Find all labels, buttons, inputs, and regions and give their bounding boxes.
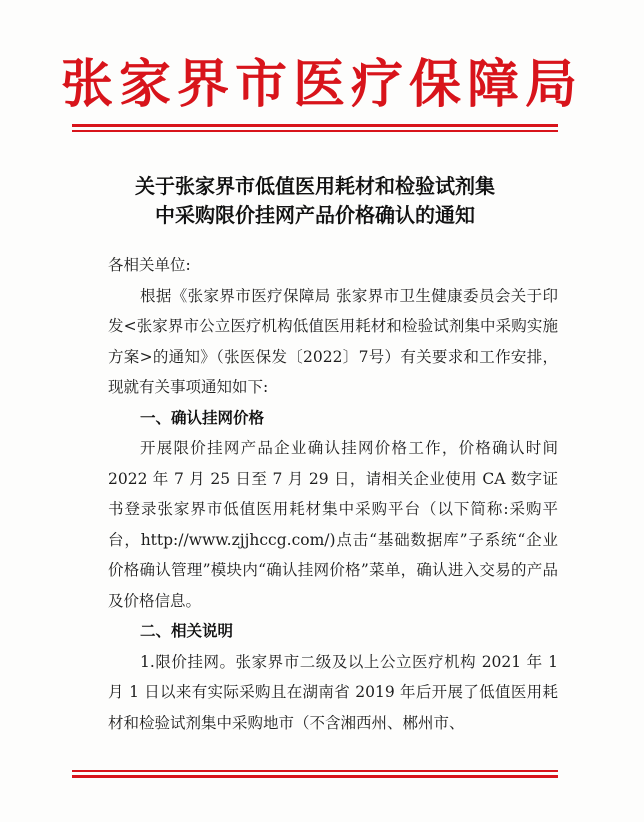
section-1-paragraph: 开展限价挂网产品企业确认挂网价格工作，价格确认时间 2022 年 7 月 25 日至 7 月 29 日，请相关企业使用 CA 数字证书登录张家界市低值医用耗材集中采购平台（以下简称:采购平台，http://www.zjjhccg.com/)点击“基础数据库”子系统“企业价格确认管理”模块内“确认挂网价格”菜单，确认进入交易的产品及价格信息。 (108, 439, 558, 610)
document-title (72, 172, 558, 230)
document-title-line-2: 中采购限价挂网产品价格确认的通知 (155, 203, 475, 227)
salutation: 各相关单位: (108, 256, 191, 274)
masthead-title: 张家界市医疗保障局 (60, 54, 583, 115)
section-2-paragraph: 1.限价挂网。张家界市二级及以上公立医疗机构 2021 年 1 月 1 日以来有实际采购且在湖南省 2019 年后开展了低值医用耗材和检验试剂集中采购地市（不含湘西州、郴州市、 (108, 652, 558, 732)
masthead-divider-thick (72, 124, 558, 127)
document-body (108, 250, 558, 738)
footer-divider-thin (72, 770, 558, 772)
section-1-heading: 一、确认挂网价格 (140, 407, 265, 427)
section-2-heading: 二、相关说明 (140, 621, 234, 640)
intro-paragraph: 根据《张家界市医疗保障局 张家界市卫生健康委员会关于印发<张家界市公立医疗机构低值医用耗材和检验试剂集中采购实施方案>的通知》（张医保发〔2022〕7号）有关要求和工作安排，现就有关事项通知如下: (108, 286, 558, 396)
masthead-divider-thin (72, 130, 558, 132)
document-title-line-1: 关于张家界市低值医用耗材和检验试剂集 (135, 174, 495, 198)
footer-divider-thick (72, 775, 558, 778)
